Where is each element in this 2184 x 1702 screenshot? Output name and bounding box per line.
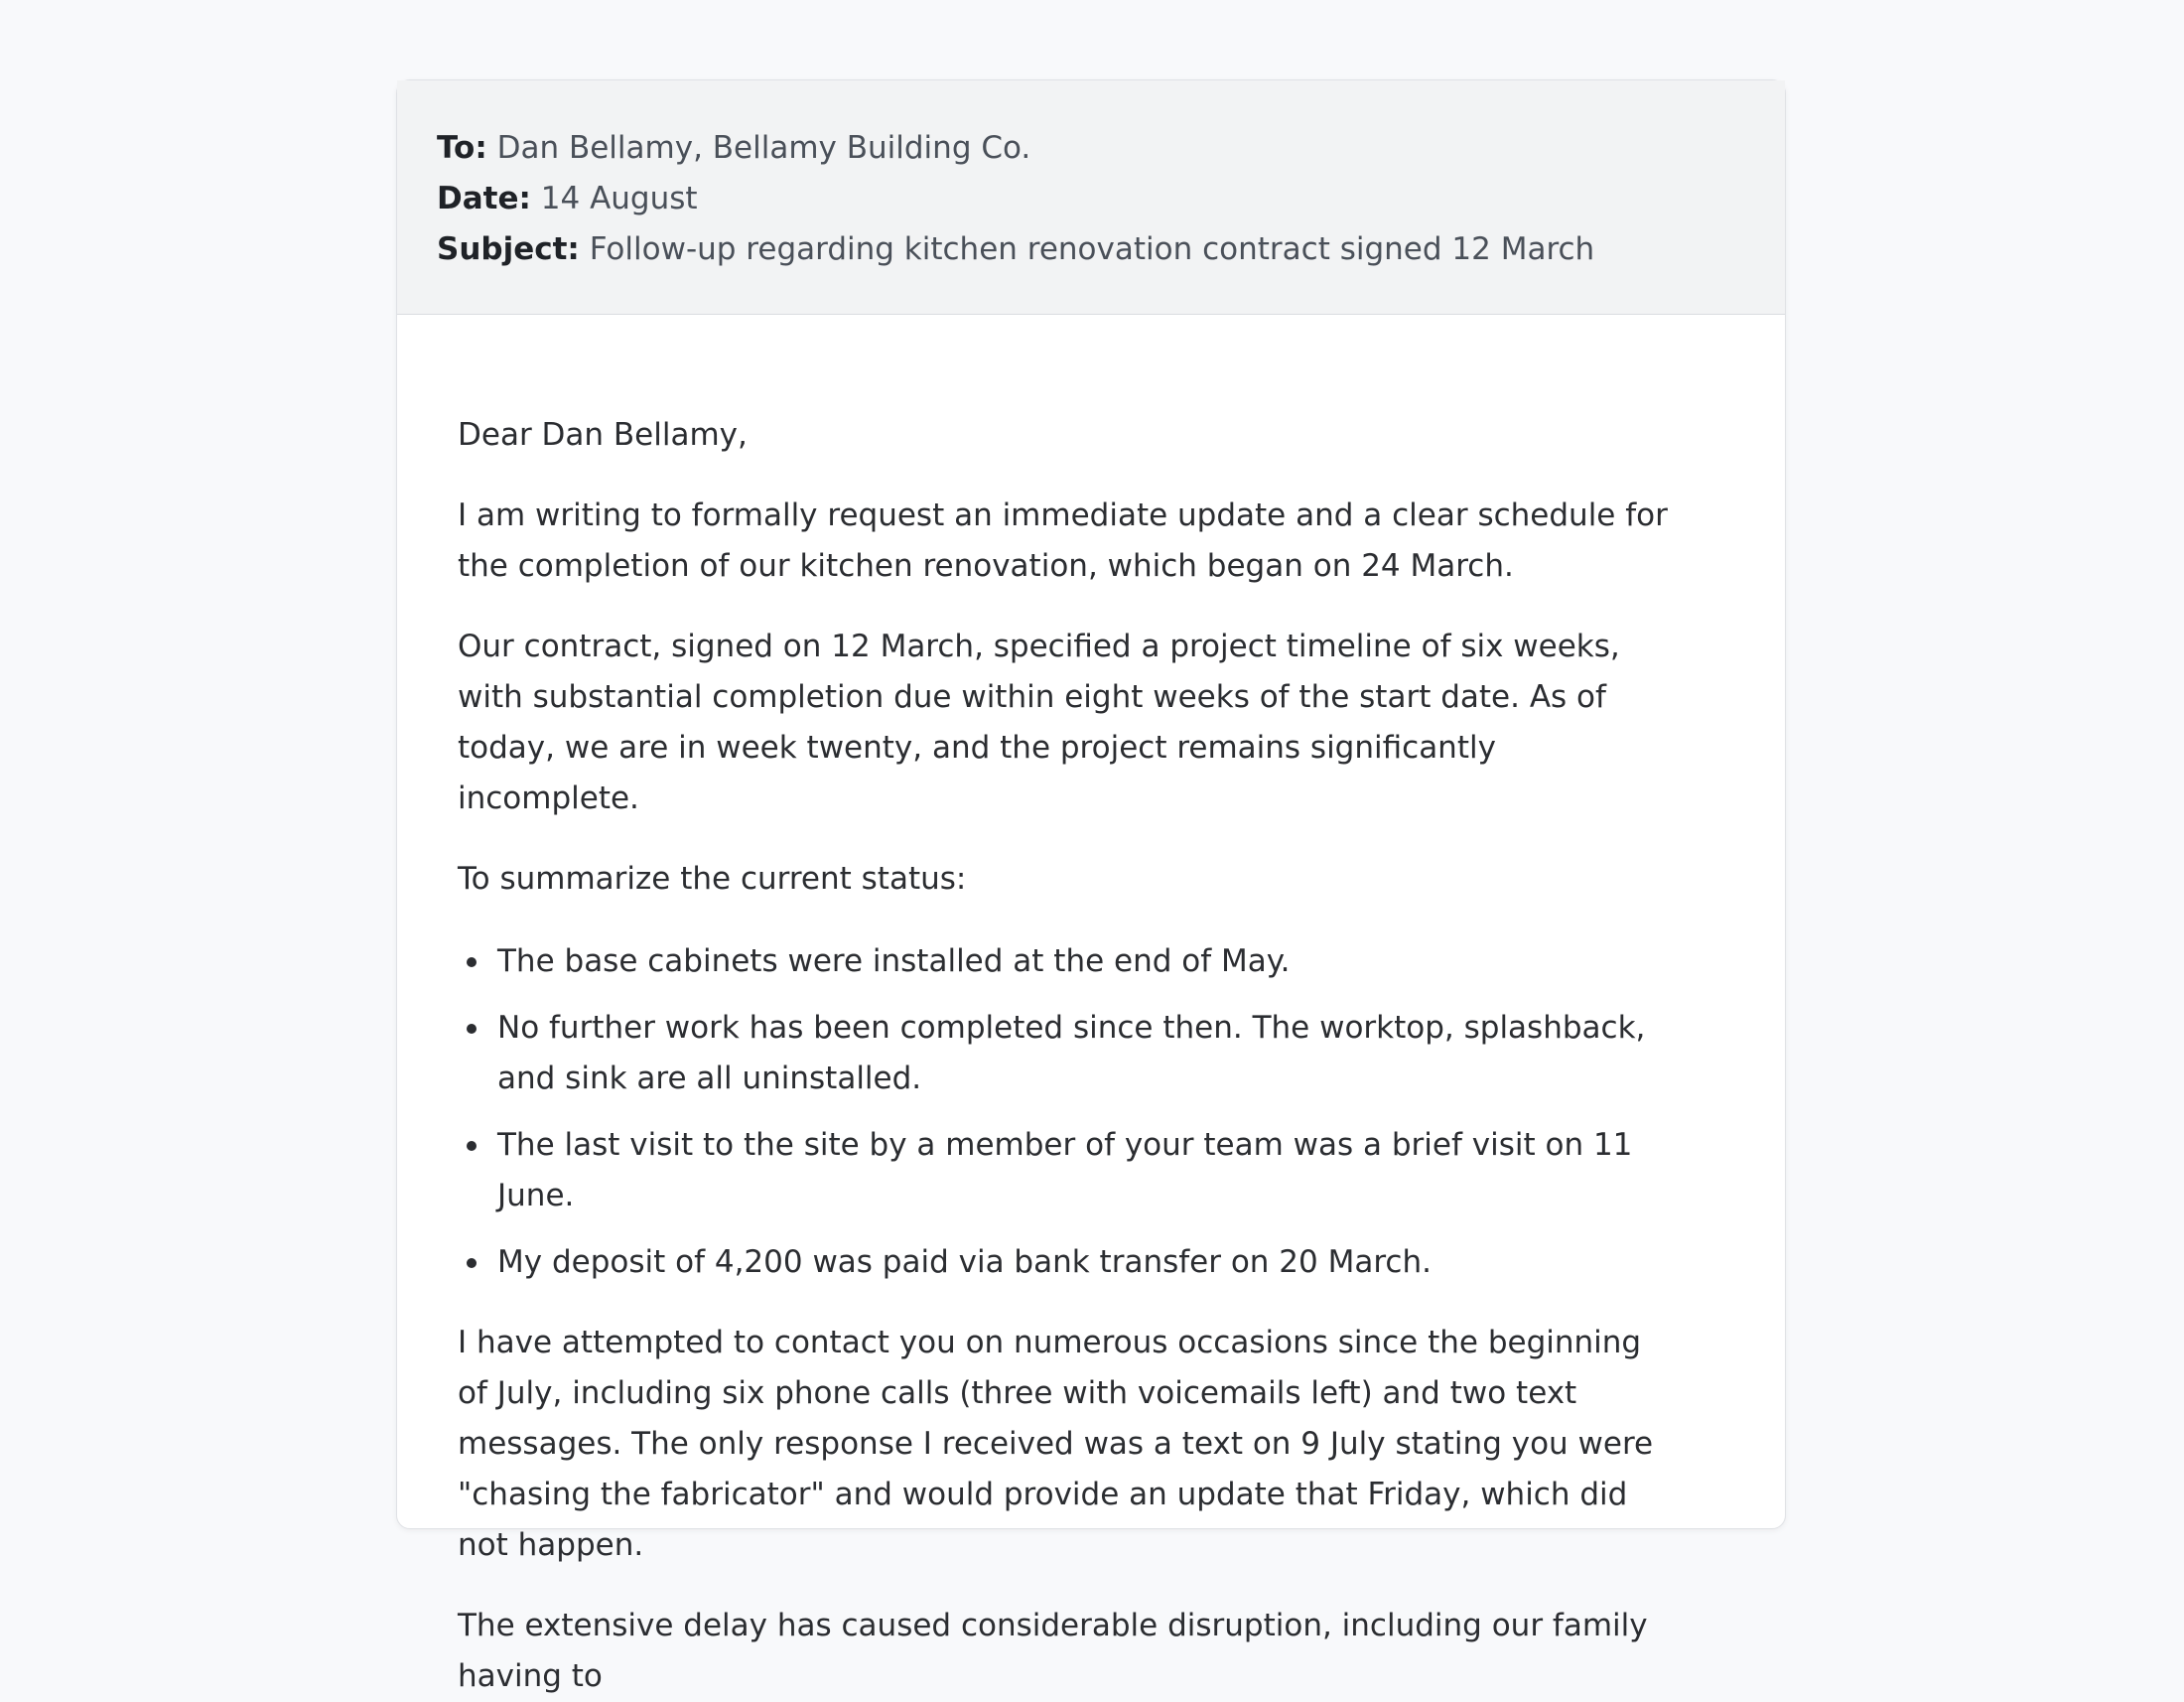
date-line xyxy=(437,174,1785,224)
email-header xyxy=(397,80,1785,315)
date-label: Date: xyxy=(437,181,531,216)
list-item: No further work has been completed since then. The worktop, splashback, and sink are all uninstalled. xyxy=(497,1003,1668,1104)
subject-label: Subject: xyxy=(437,231,580,267)
greeting: Dear Dan Bellamy, xyxy=(458,417,748,453)
status-list xyxy=(458,936,1668,1288)
paragraph-contact-attempts: I have attempted to contact you on numerous occasions since the beginning of July, including six phone calls (three with voicemails left) and two text messages. The only response I received was a text on 9 July stating you were "chasing the fabricator" and would provide an update that Friday, which did not happen. xyxy=(458,1325,1654,1563)
list-item: The last visit to the site by a member of your team was a brief visit on 11 June. xyxy=(497,1120,1668,1221)
subject-value: Follow-up regarding kitchen renovation contract signed 12 March xyxy=(589,231,1595,267)
list-item: The base cabinets were installed at the end of May. xyxy=(497,936,1668,987)
to-line xyxy=(437,123,1785,174)
email-card xyxy=(396,79,1786,1694)
paragraph-contract: Our contract, signed on 12 March, specified a project timeline of six weeks, with substantial completion due within eight weeks of the start date. As of today, we are in week twenty, and the project remains significantly incomplete. xyxy=(458,629,1620,816)
paragraph-request: I am writing to formally request an immediate update and a clear schedule for the completion of our kitchen renovation, which began on 24 March. xyxy=(458,497,1668,584)
list-item: My deposit of 4,200 was paid via bank transfer on 20 March. xyxy=(497,1237,1668,1288)
date-value: 14 August xyxy=(540,181,698,216)
subject-line xyxy=(437,224,1785,275)
email-body xyxy=(397,410,1668,1702)
to-label: To: xyxy=(437,130,487,166)
to-value: Dan Bellamy, Bellamy Building Co. xyxy=(496,130,1031,166)
paragraph-disruption: The extensive delay has caused considerable disruption, including our family having to xyxy=(458,1608,1648,1694)
paragraph-summary-intro: To summarize the current status: xyxy=(458,861,967,897)
